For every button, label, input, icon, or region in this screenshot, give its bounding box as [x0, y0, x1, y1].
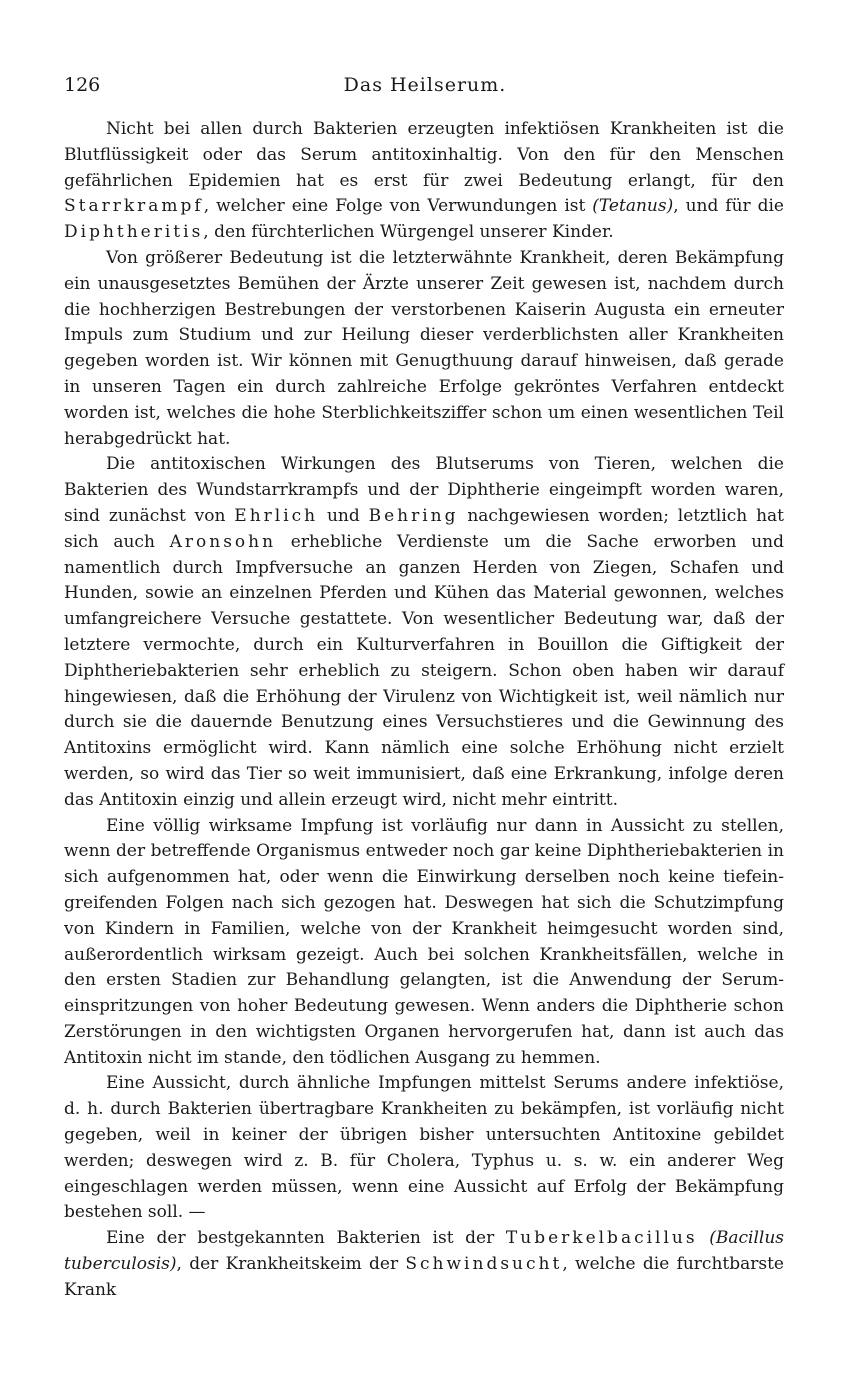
text-run: und: [318, 505, 369, 526]
text-run: Eine der bestgekannten Bakterien ist der: [106, 1228, 506, 1249]
text-run: erhebliche Verdienste um die Sache erworben und namentlich durch Impfversuche an ganzen Herden von Ziegen, Schafen und Hunden, sowie an einzelnen Pferden und Kühen das Material gewonnen, welches umfangreichere Versuche gestattete. Von wesentlicher Bedeutung war, daß der letztere vermochte, durch ein Kulturverfahren in Bouillon die Giftigkeit der Diphtheriebakterien sehr erheblich zu steigern. Schon oben haben wir darauf hingewiesen, daß die Erhöhung der Virulenz von Wichtigkeit ist, weil nämlich nur durch sie die dauernde Benutzung eines Versuchstieres und die Gewinnung des Antitoxins ermöglicht wird. Kann nämlich eine solche Erhöhung nicht erzielt werden, so wird das Tier so weit immunisiert, daß eine Erkrankung, infolge deren das Antitoxin einzig und allein erzeugt wird, nicht mehr eintritt.: [64, 531, 784, 810]
text-run: , den fürchterlichen Würgengel unserer Kinder.: [203, 222, 614, 243]
paragraph-3: [64, 452, 784, 813]
latin-term: (Tetanus): [592, 196, 674, 217]
text-run: Nicht bei allen durch Bakterien erzeugten infektiösen Krankheiten ist die Blutflüssigkeit oder das Serum antitoxinhaltig. Von den für den Menschen gefährlichen Epidemien hat es erst für zwei Bedeutung erlangt, für den: [64, 119, 784, 191]
text-run: , welcher eine Folge von Verwundungen ist: [203, 196, 593, 217]
text-run: , welche die furchtbarste Krank: [64, 1254, 784, 1300]
running-title: Das Heilserum.: [343, 74, 507, 96]
paragraph-5: Eine Aussicht, durch ähnliche Impfungen mittelst Serums andere infektiöse, d. h. durch Bakterien übertragbare Krankheiten zu bekämpfen, ist vorläufig nicht gegeben, weil in keiner der übrigen bisher untersuchten Antitoxine gebildet werden; deswegen wird z. B. für Cholera, Typhus u. s. w. ein anderer Weg eingeschlagen werden müssen, wenn eine Aussicht auf Erfolg der Bekämpfung bestehen soll. —: [64, 1073, 784, 1223]
latin-term: (Bacillus tuberculosis): [64, 1228, 785, 1275]
spaced-term: Diphtheritis: [64, 222, 204, 243]
spaced-name: Behring: [368, 505, 459, 526]
paragraph-1: [64, 117, 784, 246]
paragraph-6: [64, 1226, 784, 1303]
page-header: [64, 70, 786, 100]
spaced-name: Ehrlich: [234, 505, 319, 526]
text-run: , und für die: [673, 196, 784, 217]
text-run: Die antitoxischen Wirkungen des Blutserums von Tieren, welchen die Bakterien des Wundstarrkrampfs und der Diphtherie eingeimpft worden waren, sind zunächst von: [64, 454, 784, 526]
text-run: [698, 1228, 710, 1248]
body-text: [64, 117, 784, 1304]
text-run: nachgewiesen worden; letztlich hat sich auch: [64, 505, 785, 552]
spaced-term: Starrkrampf: [64, 196, 204, 217]
spaced-term: Schwindsucht: [405, 1254, 563, 1275]
page-number: 126: [64, 74, 101, 96]
paragraph-4: Eine völlig wirksame Impfung ist vorläufig nur dann in Aussicht zu stellen, wenn der betreffende Organismus entweder noch gar keine Diphtheriebakterien in sich aufgenommen hat, oder wenn die Einwirkung derselben noch keine tiefeingreifenden Folgen nach sich gezogen hat. Deswegen hat sich die Schutzimpfung von Kindern in Familien, welche von der Krankheit heimgesucht worden sind, außerordentlich wirksam gezeigt. Auch bei solchen Krankheitsfällen, welche in den ersten Stadien zur Behandlung gelangten, ist die Anwendung der Serumeinspritzungen von hoher Bedeutung gewesen. Wenn anders die Diphtherie schon Zerstörungen in den wichtigsten Organen hervorgerufen hat, dann ist auch das Antitoxin nicht im stande, den tödlichen Ausgang zu hemmen.: [64, 815, 784, 1068]
spaced-term: Tuberkelbacillus: [505, 1228, 698, 1249]
text-run: , der Krankheitskeim der: [176, 1254, 406, 1275]
paragraph-2: Von größerer Bedeutung ist die letzterwähnte Krankheit, deren Bekämpfung ein unausgesetztes Bemühen der Ärzte unserer Zeit gewesen ist, nachdem durch die hochherzigen Bestrebungen der verstorbenen Kaiserin Augusta ein erneuter Impuls zum Studium und zur Heilung dieser verderblichsten aller Krankheiten gegeben worden ist. Wir können mit Genugthuung darauf hinweisen, daß gerade in unseren Tagen ein durch zahlreiche Erfolge gekröntes Verfahren entdeckt worden ist, welches die hohe Sterblichkeitsziffer schon um einen wesentlichen Teil herabgedrückt hat.: [64, 247, 784, 449]
spaced-name: Aronsohn: [169, 531, 277, 552]
